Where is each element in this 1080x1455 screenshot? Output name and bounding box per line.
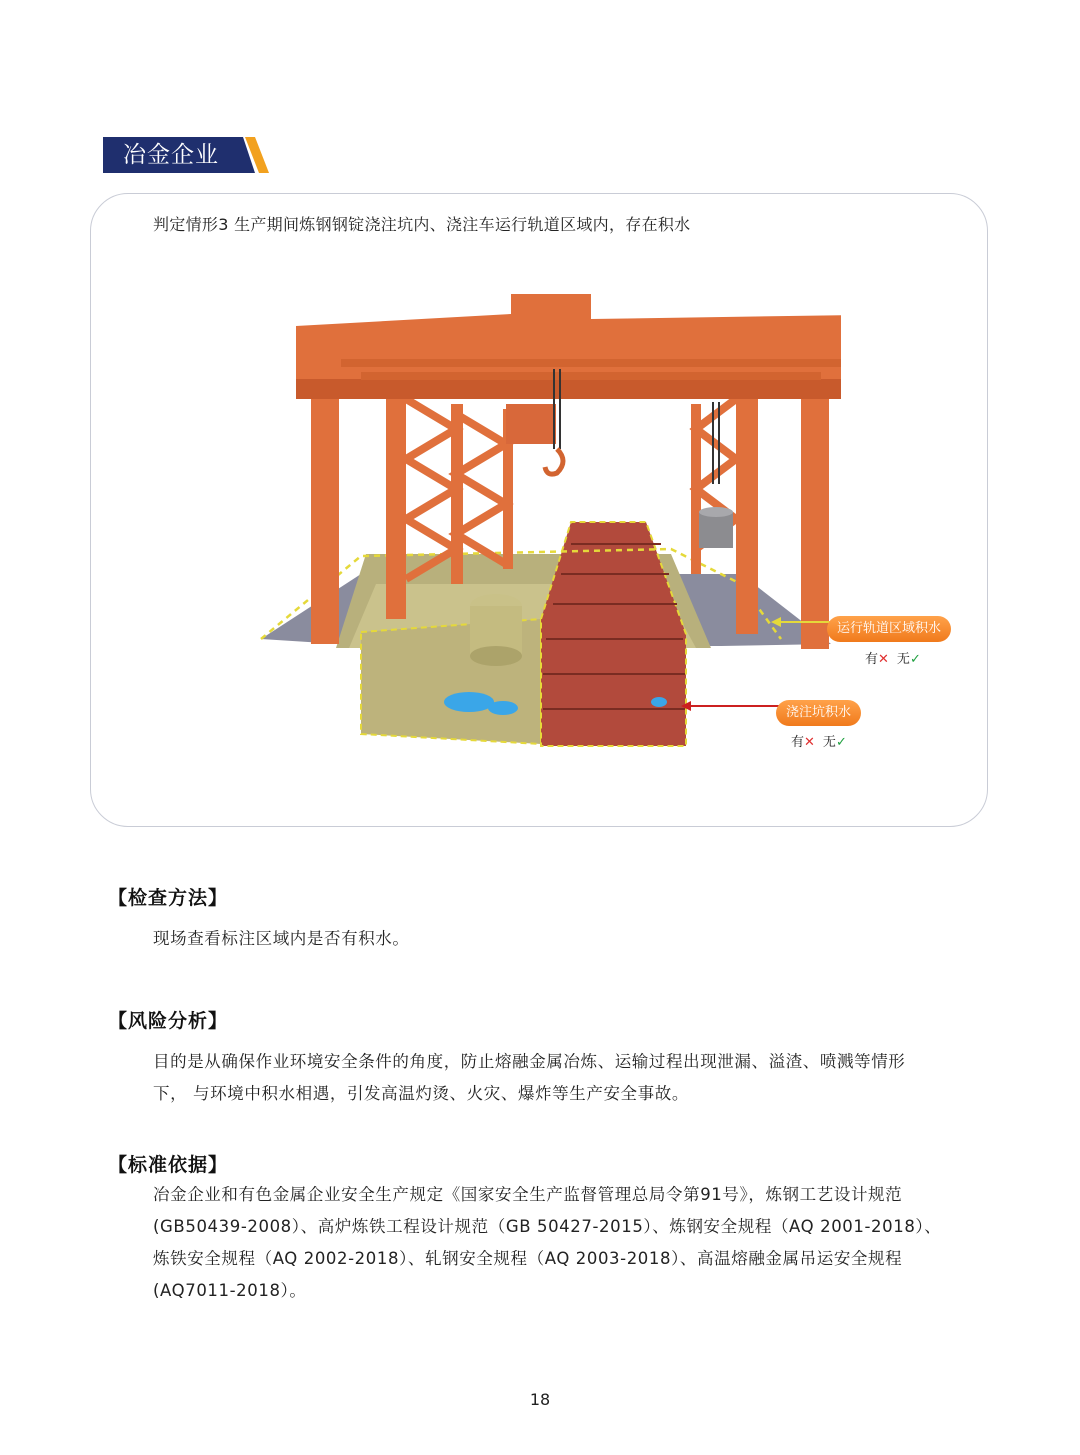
- inspection-method-heading: 【检查方法】: [108, 887, 229, 909]
- option-no: 无: [896, 652, 910, 667]
- option-yes: 有: [791, 735, 805, 750]
- crane-column: [801, 384, 829, 649]
- crane-column: [311, 384, 339, 644]
- standards-heading: 【标准依据】: [108, 1154, 229, 1176]
- water-puddle: [488, 701, 518, 715]
- paragraph-line: 目的是从确保作业环境安全条件的角度，防止熔融金属冶炼、运输过程出现泄漏、溢渣、喷溅等情形: [153, 1052, 906, 1071]
- water-puddle-track: [651, 697, 667, 707]
- paragraph-line: 冶金企业和有色金属企业安全生产规定《国家安全生产监督管理总局令第91号》，炼钢工艺设计规范: [153, 1185, 903, 1204]
- crane-trolley: [506, 404, 556, 444]
- paragraph-line: 炼铁安全规程（AQ 2002-2018）、轧钢安全规程（AQ 2003-2018）、高温熔融金属吊运安全规程: [153, 1249, 903, 1268]
- section-title: 冶金企业: [123, 142, 219, 168]
- water-puddle: [444, 692, 494, 712]
- crane-pit-illustration: [241, 284, 841, 754]
- paragraph-line: (GB50439-2008）、高炉炼铁工程设计规范（GB 50427-2015）、炼钢安全规程（AQ 2001-2018）、: [153, 1217, 942, 1236]
- check-icon: ✓: [835, 735, 847, 750]
- section-tag: [103, 137, 273, 173]
- crane-column: [736, 384, 758, 634]
- paragraph-line: 下， 与环境中积水相遇，引发高温灼烫、火灾、爆炸等生产安全事故。: [153, 1084, 689, 1103]
- callout-pit-water: 浇注坑积水: [776, 700, 861, 726]
- cross-icon: ✕: [878, 652, 889, 667]
- page-number: 18: [529, 1390, 551, 1409]
- scenario-text: 判定情形3 生产期间炼钢钢锭浇注坑内、浇注车运行轨道区域内，存在积水: [153, 215, 691, 234]
- crane-hook: [545, 449, 563, 474]
- standards-text: [153, 1179, 968, 1307]
- pit-water-options: [791, 731, 847, 750]
- cross-icon: ✕: [804, 735, 815, 750]
- option-yes: 有: [865, 652, 879, 667]
- hanging-ladle: [699, 512, 733, 548]
- inspection-method-text: [153, 923, 968, 955]
- check-icon: ✓: [909, 652, 921, 667]
- callout-track-water: 运行轨道区域积水: [827, 616, 951, 642]
- track-water-options: [865, 648, 921, 667]
- risk-analysis-text: [153, 1046, 968, 1110]
- option-no: 无: [822, 735, 836, 750]
- scenario-card: [90, 193, 988, 827]
- crane-column: [386, 389, 406, 619]
- risk-analysis-heading: 【风险分析】: [108, 1010, 229, 1032]
- paragraph-line: 现场查看标注区域内是否有积水。: [153, 929, 410, 948]
- paragraph-line: (AQ7011-2018）。: [153, 1281, 307, 1300]
